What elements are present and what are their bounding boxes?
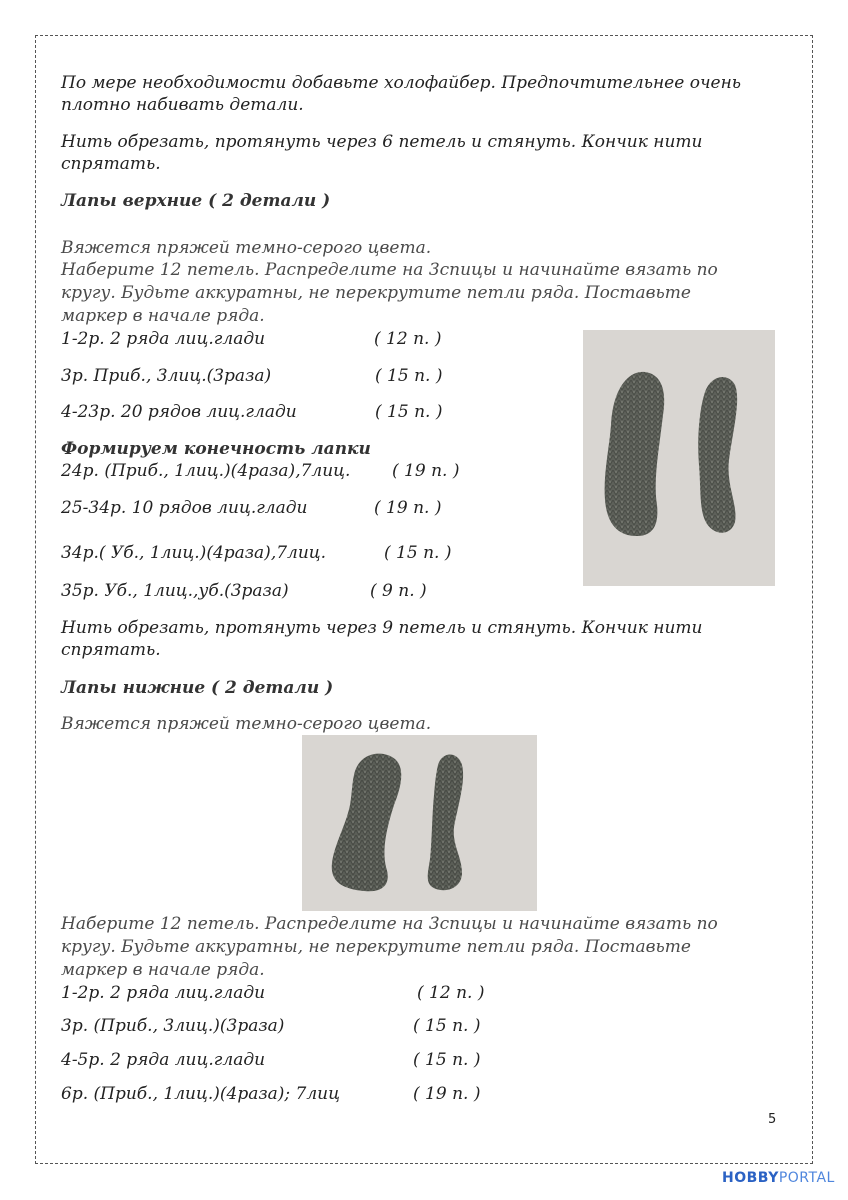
row-instruction: 3р. (Приб., 3лиц.)(3раза) (61, 1016, 285, 1036)
row-instruction: 4-5р. 2 ряда лиц.глади (61, 1050, 266, 1070)
row-instruction: 1-2р. 2 ряда лиц.глади (61, 983, 266, 1003)
stitch-count: ( 15 п. ) (375, 366, 443, 386)
paw-right (428, 755, 463, 891)
closing-text: Нить обрезать, протянуть через 9 петель и стянуть. Кончик нити (61, 618, 703, 638)
section-heading-lower: Лапы нижние ( 2 детали ) (61, 678, 334, 698)
closing-text: спрятать. (61, 640, 161, 660)
intro-text: По мере необходимости добавьте холофайбер. Предпочтительнее очень (61, 73, 742, 93)
stitch-count: ( 12 п. ) (417, 983, 485, 1003)
logo-part: PORTAL (778, 1170, 835, 1186)
yarn-note: Вяжется пряжей темно-серого цвета. (61, 238, 432, 258)
instruction-text: кругу. Будьте аккуратны, не перекрутите петли ряда. Поставьте (61, 937, 691, 957)
upper-paws-photo (583, 330, 775, 586)
instruction-text: маркер в начале ряда. (61, 306, 265, 326)
instruction-text: Наберите 12 петель. Распределите на 3спицы и начинайте вязать по (61, 260, 718, 280)
row-instruction: 34р.( Уб., 1лиц.)(4раза),7лиц. (61, 543, 327, 563)
paw-left (332, 754, 402, 892)
stitch-count: ( 19 п. ) (374, 498, 442, 518)
row-instruction: 6р. (Приб., 1лиц.)(4раза); 7лиц (61, 1084, 340, 1104)
stitch-count: ( 15 п. ) (413, 1050, 481, 1070)
paw-right (698, 377, 737, 533)
subheading: Формируем конечность лапки (61, 439, 371, 459)
page-number: 5 (768, 1112, 777, 1127)
stitch-count: ( 9 п. ) (370, 581, 427, 601)
paw-left (605, 372, 665, 536)
stitch-count: ( 19 п. ) (413, 1084, 481, 1104)
lower-paws-photo (302, 735, 537, 911)
instruction-text: кругу. Будьте аккуратны, не перекрутите петли ряда. Поставьте (61, 283, 691, 303)
intro-text: Нить обрезать, протянуть через 6 петель и стянуть. Кончик нити (61, 132, 703, 152)
hobbyportal-logo[interactable] (722, 1170, 835, 1186)
row-instruction: 24р. (Приб., 1лиц.)(4раза),7лиц. (61, 461, 351, 481)
row-instruction: 35р. Уб., 1лиц.,уб.(3раза) (61, 581, 289, 601)
row-instruction: 3р. Приб., 3лиц.(3раза) (61, 366, 272, 386)
instruction-text: маркер в начале ряда. (61, 960, 265, 980)
intro-text: плотно набивать детали. (61, 95, 304, 115)
row-instruction: 25-34р. 10 рядов лиц.глади (61, 498, 308, 518)
stitch-count: ( 15 п. ) (375, 402, 443, 422)
instruction-text: Наберите 12 петель. Распределите на 3спицы и начинайте вязать по (61, 914, 718, 934)
logo-part: HOBBY (722, 1170, 779, 1186)
stitch-count: ( 19 п. ) (392, 461, 460, 481)
row-instruction: 1-2р. 2 ряда лиц.глади (61, 329, 266, 349)
stitch-count: ( 12 п. ) (374, 329, 442, 349)
stitch-count: ( 15 п. ) (384, 543, 452, 563)
row-instruction: 4-23р. 20 рядов лиц.глади (61, 402, 297, 422)
yarn-note: Вяжется пряжей темно-серого цвета. (61, 714, 432, 734)
section-heading-upper: Лапы верхние ( 2 детали ) (61, 191, 331, 211)
intro-text: спрятать. (61, 154, 161, 174)
stitch-count: ( 15 п. ) (413, 1016, 481, 1036)
